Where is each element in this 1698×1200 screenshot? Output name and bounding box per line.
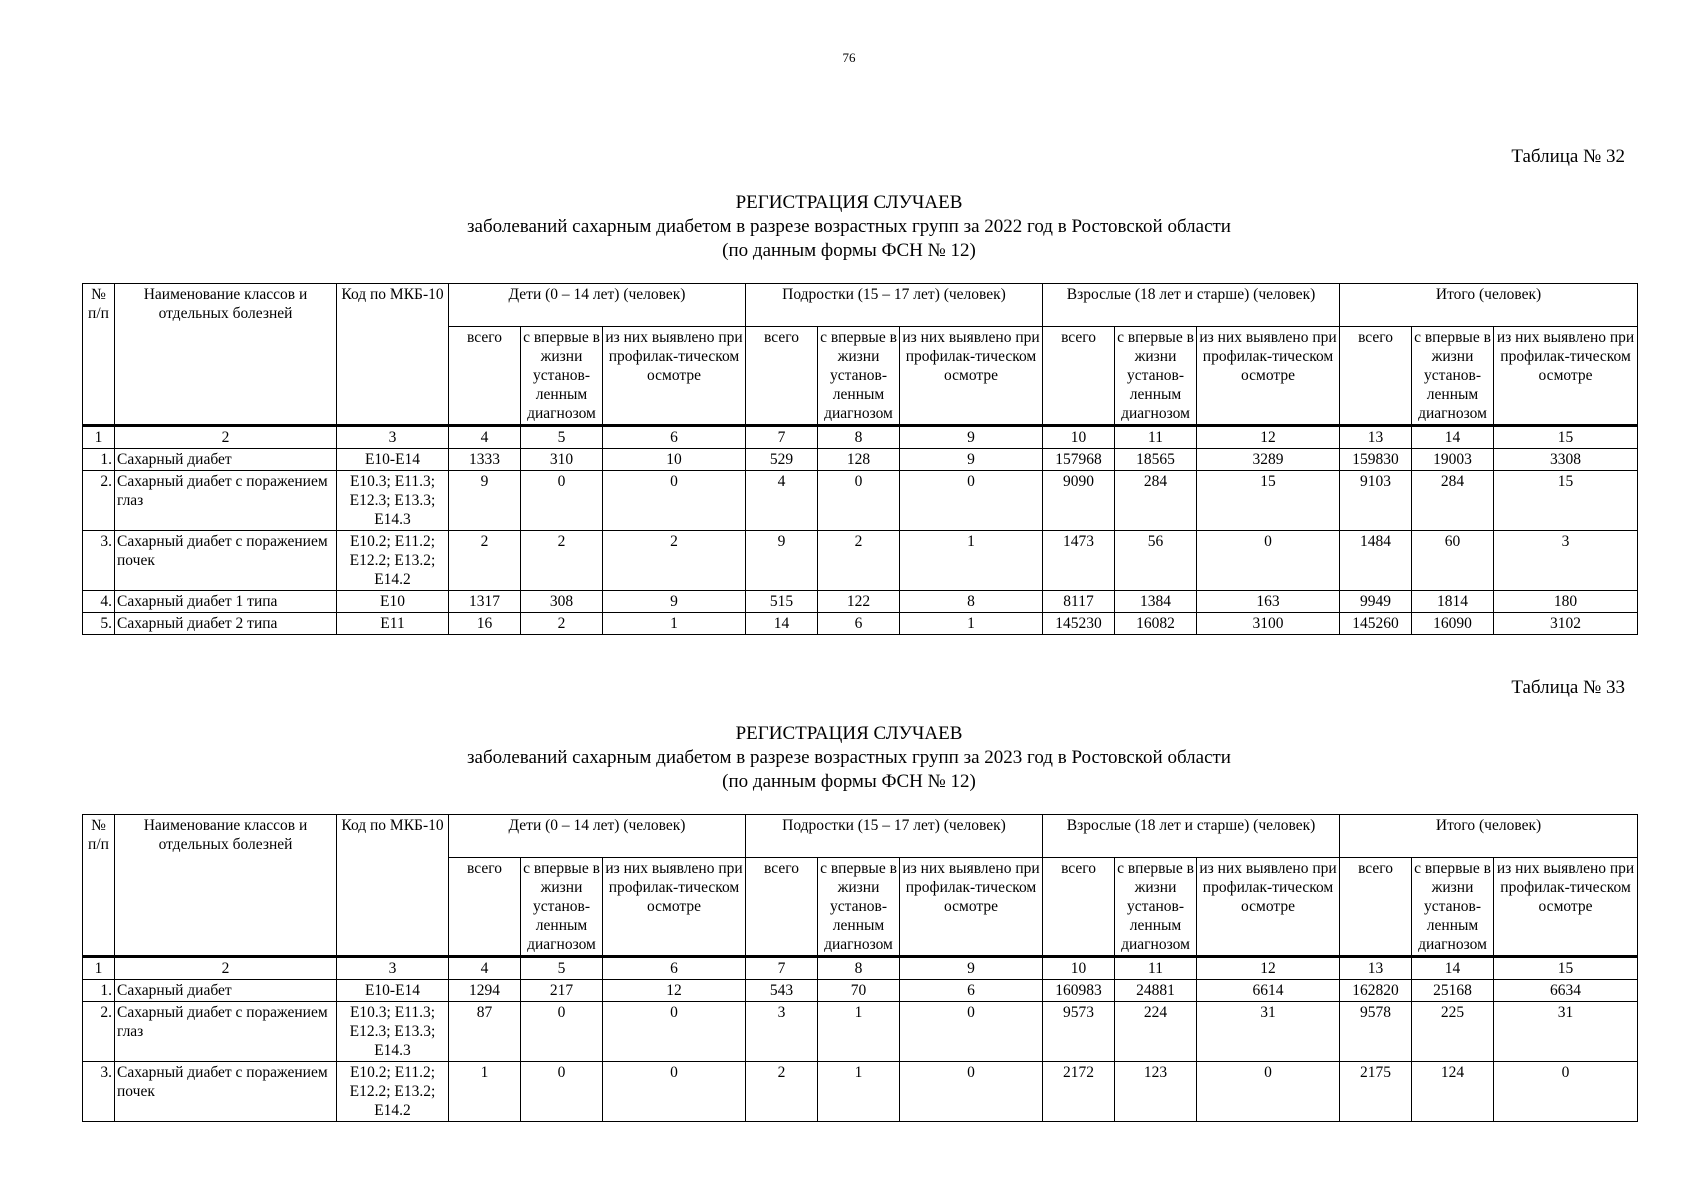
value-cell: 515 — [746, 591, 818, 613]
disease-name: Сахарный диабет — [115, 449, 337, 471]
column-number: 8 — [818, 957, 900, 980]
value-cell: 1 — [818, 1002, 900, 1062]
column-number: 9 — [900, 426, 1043, 449]
subheader-cell: всего — [1043, 327, 1115, 426]
column-number: 14 — [1412, 426, 1494, 449]
row-number: 5. — [83, 613, 115, 635]
header-group: Подростки (15 – 17 лет) (человек) — [746, 284, 1043, 327]
subheader-cell: всего — [746, 327, 818, 426]
value-cell: 9 — [746, 531, 818, 591]
value-cell: 2 — [818, 531, 900, 591]
header-group: Итого (человек) — [1340, 815, 1638, 858]
value-cell: 0 — [1494, 1062, 1638, 1122]
column-number: 11 — [1115, 957, 1197, 980]
value-cell: 145230 — [1043, 613, 1115, 635]
column-number: 7 — [746, 957, 818, 980]
icd-code: E10.3; E11.3; E12.3; E13.3; E14.3 — [337, 471, 449, 531]
icd-code: E11 — [337, 613, 449, 635]
header-group: Подростки (15 – 17 лет) (человек) — [746, 815, 1043, 858]
value-cell: 10 — [603, 449, 746, 471]
value-cell: 16082 — [1115, 613, 1197, 635]
value-cell: 1294 — [449, 980, 521, 1002]
value-cell: 1 — [900, 613, 1043, 635]
value-cell: 8117 — [1043, 591, 1115, 613]
value-cell: 3102 — [1494, 613, 1638, 635]
header-code: Код по МКБ-10 — [337, 284, 449, 426]
value-cell: 3308 — [1494, 449, 1638, 471]
column-number: 5 — [521, 957, 603, 980]
column-number: 8 — [818, 426, 900, 449]
value-cell: 0 — [603, 471, 746, 531]
value-cell: 1 — [818, 1062, 900, 1122]
value-cell: 157968 — [1043, 449, 1115, 471]
value-cell: 9578 — [1340, 1002, 1412, 1062]
value-cell: 0 — [818, 471, 900, 531]
value-cell: 0 — [603, 1062, 746, 1122]
value-cell: 15 — [1197, 471, 1340, 531]
value-cell: 160983 — [1043, 980, 1115, 1002]
value-cell: 70 — [818, 980, 900, 1002]
value-cell: 145260 — [1340, 613, 1412, 635]
value-cell: 15 — [1494, 471, 1638, 531]
column-number: 13 — [1340, 426, 1412, 449]
disease-name: Сахарный диабет 2 типа — [115, 613, 337, 635]
value-cell: 2175 — [1340, 1062, 1412, 1122]
value-cell: 2 — [521, 531, 603, 591]
column-number: 1 — [83, 426, 115, 449]
table-title-block — [0, 191, 1698, 263]
table-row — [83, 980, 1638, 1002]
value-cell: 3100 — [1197, 613, 1340, 635]
value-cell: 1814 — [1412, 591, 1494, 613]
column-number: 4 — [449, 426, 521, 449]
value-cell: 9573 — [1043, 1002, 1115, 1062]
data-table — [82, 283, 1638, 635]
subheader-cell: из них выявлено при профилак-тическом осмотре — [1197, 327, 1340, 426]
value-cell: 9103 — [1340, 471, 1412, 531]
column-number: 11 — [1115, 426, 1197, 449]
value-cell: 31 — [1197, 1002, 1340, 1062]
value-cell: 9949 — [1340, 591, 1412, 613]
value-cell: 529 — [746, 449, 818, 471]
icd-code: E10.3; E11.3; E12.3; E13.3; E14.3 — [337, 1002, 449, 1062]
value-cell: 0 — [900, 1002, 1043, 1062]
table-title: РЕГИСТРАЦИЯ СЛУЧАЕВ — [735, 192, 963, 213]
value-cell: 0 — [1197, 531, 1340, 591]
subheader-cell: из них выявлено при профилак-тическом осмотре — [603, 327, 746, 426]
subheader-cell: всего — [1043, 858, 1115, 957]
page-number: 76 — [842, 50, 856, 65]
value-cell: 6614 — [1197, 980, 1340, 1002]
value-cell: 128 — [818, 449, 900, 471]
icd-code: E10.2; E11.2; E12.2; E13.2; E14.2 — [337, 531, 449, 591]
column-number: 15 — [1494, 426, 1638, 449]
value-cell: 1484 — [1340, 531, 1412, 591]
value-cell: 1 — [900, 531, 1043, 591]
value-cell: 180 — [1494, 591, 1638, 613]
subheader-cell: с впервые в жизни установ-ленным диагнозом — [521, 327, 603, 426]
value-cell: 284 — [1412, 471, 1494, 531]
value-cell: 1 — [449, 1062, 521, 1122]
header-row — [83, 284, 1638, 327]
table-title: РЕГИСТРАЦИЯ СЛУЧАЕВ — [735, 723, 963, 744]
value-cell: 2 — [603, 531, 746, 591]
row-number: 1. — [83, 980, 115, 1002]
header-group: Дети (0 – 14 лет) (человек) — [449, 284, 746, 327]
table-row — [83, 471, 1638, 531]
value-cell: 123 — [1115, 1062, 1197, 1122]
subheader-cell: всего — [449, 327, 521, 426]
value-cell: 1333 — [449, 449, 521, 471]
disease-name: Сахарный диабет с поражением глаз — [115, 1002, 337, 1062]
value-cell: 24881 — [1115, 980, 1197, 1002]
value-cell: 2172 — [1043, 1062, 1115, 1122]
subheader-cell: из них выявлено при профилак-тическом осмотре — [1494, 327, 1638, 426]
column-number: 13 — [1340, 957, 1412, 980]
value-cell: 9 — [900, 449, 1043, 471]
subheader-cell: с впервые в жизни установ-ленным диагнозом — [521, 858, 603, 957]
table-label: Таблица № 32 — [1511, 146, 1625, 167]
table-title-block — [0, 722, 1698, 794]
value-cell: 308 — [521, 591, 603, 613]
value-cell: 159830 — [1340, 449, 1412, 471]
value-cell: 2 — [521, 613, 603, 635]
icd-code: E10-E14 — [337, 980, 449, 1002]
subheader-cell: из них выявлено при профилак-тическом осмотре — [1494, 858, 1638, 957]
column-number: 4 — [449, 957, 521, 980]
value-cell: 3 — [746, 1002, 818, 1062]
column-number: 3 — [337, 957, 449, 980]
disease-name: Сахарный диабет — [115, 980, 337, 1002]
table-source: (по данным формы ФСН № 12) — [722, 240, 976, 261]
column-number: 10 — [1043, 957, 1115, 980]
value-cell: 31 — [1494, 1002, 1638, 1062]
table-row — [83, 531, 1638, 591]
header-name: Наименование классов и отдельных болезней — [115, 284, 337, 426]
value-cell: 1384 — [1115, 591, 1197, 613]
subheader-cell: с впервые в жизни установ-ленным диагнозом — [1115, 327, 1197, 426]
value-cell: 12 — [603, 980, 746, 1002]
value-cell: 18565 — [1115, 449, 1197, 471]
value-cell: 16 — [449, 613, 521, 635]
value-cell: 6 — [818, 613, 900, 635]
value-cell: 0 — [900, 471, 1043, 531]
disease-name: Сахарный диабет с поражением почек — [115, 1062, 337, 1122]
column-number: 5 — [521, 426, 603, 449]
value-cell: 310 — [521, 449, 603, 471]
column-number: 12 — [1197, 426, 1340, 449]
table-label: Таблица № 33 — [1511, 677, 1625, 698]
value-cell: 60 — [1412, 531, 1494, 591]
value-cell: 1317 — [449, 591, 521, 613]
value-cell: 56 — [1115, 531, 1197, 591]
value-cell: 162820 — [1340, 980, 1412, 1002]
value-cell: 9 — [449, 471, 521, 531]
value-cell: 163 — [1197, 591, 1340, 613]
value-cell: 9090 — [1043, 471, 1115, 531]
subheader-cell: из них выявлено при профилак-тическом осмотре — [1197, 858, 1340, 957]
value-cell: 6 — [900, 980, 1043, 1002]
column-number: 1 — [83, 957, 115, 980]
value-cell: 225 — [1412, 1002, 1494, 1062]
value-cell: 0 — [521, 471, 603, 531]
value-cell: 0 — [521, 1062, 603, 1122]
value-cell: 124 — [1412, 1062, 1494, 1122]
row-number: 2. — [83, 471, 115, 531]
value-cell: 4 — [746, 471, 818, 531]
table-subtitle: заболеваний сахарным диабетом в разрезе возрастных групп за 2022 год в Ростовской области — [467, 216, 1231, 237]
row-number: 3. — [83, 531, 115, 591]
table-row — [83, 449, 1638, 471]
subheader-cell: из них выявлено при профилак-тическом осмотре — [603, 858, 746, 957]
subheader-cell: с впервые в жизни установ-ленным диагнозом — [1412, 858, 1494, 957]
value-cell: 9 — [603, 591, 746, 613]
subheader-cell: из них выявлено при профилак-тическом осмотре — [900, 327, 1043, 426]
column-number: 6 — [603, 426, 746, 449]
subheader-cell: всего — [1340, 327, 1412, 426]
value-cell: 2 — [449, 531, 521, 591]
header-num: № п/п — [83, 815, 115, 957]
subheader-cell: из них выявлено при профилак-тическом осмотре — [900, 858, 1043, 957]
header-num: № п/п — [83, 284, 115, 426]
subheader-cell: с впервые в жизни установ-ленным диагнозом — [818, 327, 900, 426]
value-cell: 0 — [603, 1002, 746, 1062]
column-number: 3 — [337, 426, 449, 449]
value-cell: 284 — [1115, 471, 1197, 531]
header-group: Взрослые (18 лет и старше) (человек) — [1043, 815, 1340, 858]
value-cell: 224 — [1115, 1002, 1197, 1062]
value-cell: 1473 — [1043, 531, 1115, 591]
value-cell: 0 — [900, 1062, 1043, 1122]
row-number: 3. — [83, 1062, 115, 1122]
table-source: (по данным формы ФСН № 12) — [722, 771, 976, 792]
value-cell: 87 — [449, 1002, 521, 1062]
header-code: Код по МКБ-10 — [337, 815, 449, 957]
value-cell: 14 — [746, 613, 818, 635]
table-row — [83, 1002, 1638, 1062]
column-number: 6 — [603, 957, 746, 980]
column-number-row — [83, 426, 1638, 449]
column-number: 12 — [1197, 957, 1340, 980]
table-subtitle: заболеваний сахарным диабетом в разрезе возрастных групп за 2023 год в Ростовской области — [467, 747, 1231, 768]
icd-code: E10.2; E11.2; E12.2; E13.2; E14.2 — [337, 1062, 449, 1122]
subheader-cell: всего — [449, 858, 521, 957]
row-number: 1. — [83, 449, 115, 471]
subheader-cell: с впервые в жизни установ-ленным диагнозом — [818, 858, 900, 957]
value-cell: 8 — [900, 591, 1043, 613]
table-row — [83, 1062, 1638, 1122]
value-cell: 16090 — [1412, 613, 1494, 635]
column-number: 2 — [115, 957, 337, 980]
value-cell: 19003 — [1412, 449, 1494, 471]
value-cell: 0 — [1197, 1062, 1340, 1122]
value-cell: 543 — [746, 980, 818, 1002]
value-cell: 2 — [746, 1062, 818, 1122]
disease-name: Сахарный диабет с поражением почек — [115, 531, 337, 591]
column-number: 9 — [900, 957, 1043, 980]
table-row — [83, 613, 1638, 635]
icd-code: E10 — [337, 591, 449, 613]
value-cell: 6634 — [1494, 980, 1638, 1002]
column-number: 7 — [746, 426, 818, 449]
column-number-row — [83, 957, 1638, 980]
value-cell: 0 — [521, 1002, 603, 1062]
header-name: Наименование классов и отдельных болезней — [115, 815, 337, 957]
header-group: Итого (человек) — [1340, 284, 1638, 327]
value-cell: 25168 — [1412, 980, 1494, 1002]
row-number: 2. — [83, 1002, 115, 1062]
row-number: 4. — [83, 591, 115, 613]
header-row — [83, 815, 1638, 858]
header-group: Взрослые (18 лет и старше) (человек) — [1043, 284, 1340, 327]
subheader-cell: всего — [746, 858, 818, 957]
table-row — [83, 591, 1638, 613]
column-number: 2 — [115, 426, 337, 449]
column-number: 15 — [1494, 957, 1638, 980]
value-cell: 122 — [818, 591, 900, 613]
subheader-cell: с впервые в жизни установ-ленным диагнозом — [1115, 858, 1197, 957]
subheader-cell: всего — [1340, 858, 1412, 957]
value-cell: 3289 — [1197, 449, 1340, 471]
disease-name: Сахарный диабет 1 типа — [115, 591, 337, 613]
value-cell: 217 — [521, 980, 603, 1002]
icd-code: E10-E14 — [337, 449, 449, 471]
subheader-cell: с впервые в жизни установ-ленным диагнозом — [1412, 327, 1494, 426]
column-number: 10 — [1043, 426, 1115, 449]
column-number: 14 — [1412, 957, 1494, 980]
value-cell: 1 — [603, 613, 746, 635]
disease-name: Сахарный диабет с поражением глаз — [115, 471, 337, 531]
data-table — [82, 814, 1638, 1122]
header-group: Дети (0 – 14 лет) (человек) — [449, 815, 746, 858]
value-cell: 3 — [1494, 531, 1638, 591]
